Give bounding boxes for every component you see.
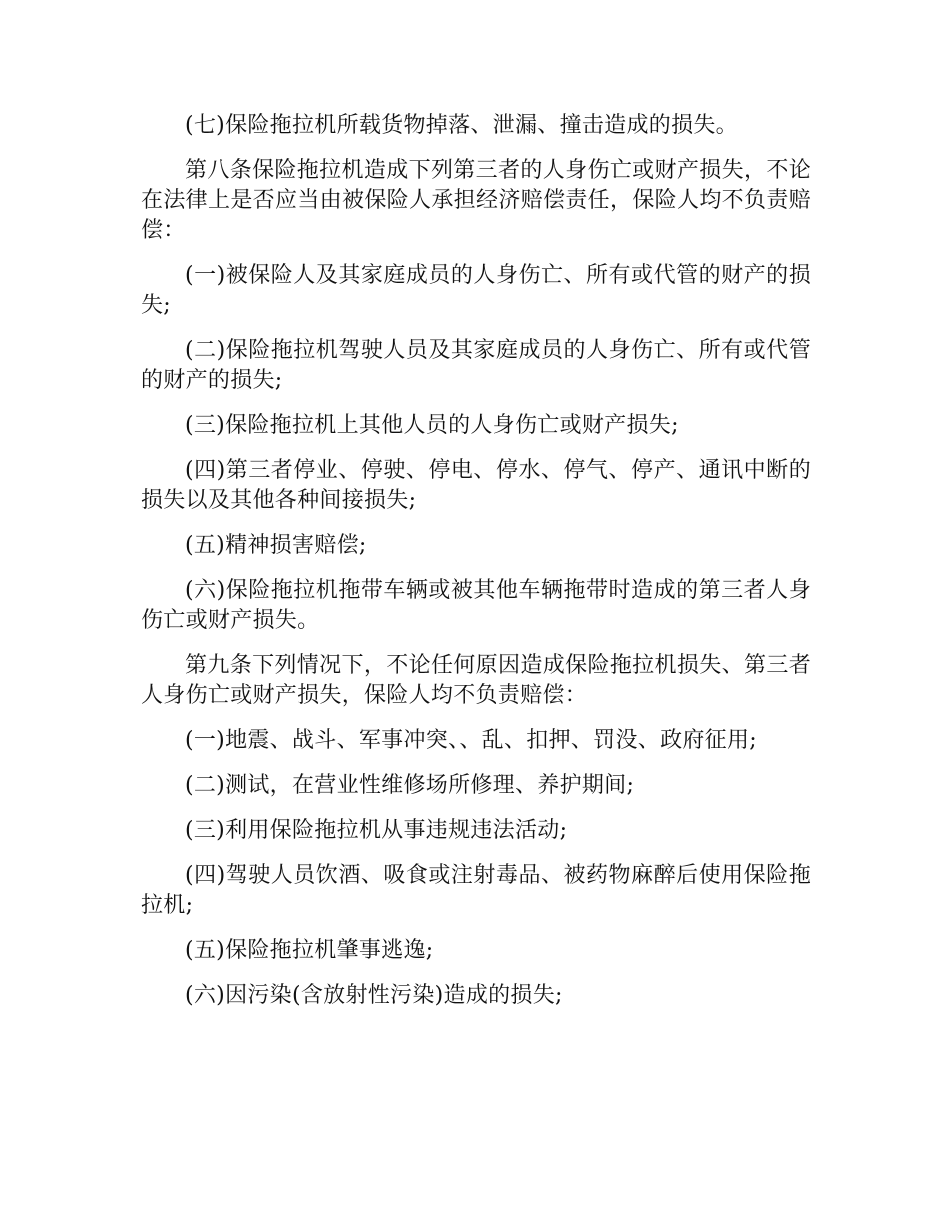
paragraph-article-9-item-6: (六)因污染(含放射性污染)造成的损失; xyxy=(185,983,563,1008)
paragraph-article-8-item-1: (一)被保险人及其家庭成员的人身伤亡、所有或代管的财产的损失; xyxy=(141,263,811,318)
paragraph-article-9-item-2: (二)测试，在营业性维修场所修理、养护期间; xyxy=(185,773,635,798)
paragraph-article-9-item-5: (五)保险拖拉机肇事逃逸; xyxy=(185,938,434,963)
paragraph-article-8-item-2: (二)保险拖拉机驾驶人员及其家庭成员的人身伤亡、所有或代管的财产的损失; xyxy=(141,338,811,393)
document-body xyxy=(141,111,811,1026)
paragraph-article-8: 第八条保险拖拉机造成下列第三者的人身伤亡或财产损失，不论在法律上是否应当由被保险人承担经济赔偿责任，保险人均不负责赔偿： xyxy=(141,158,811,243)
paragraph-article-9-item-4: (四)驾驶人员饮酒、吸食或注射毒品、被药物麻醉后使用保险拖拉机; xyxy=(141,863,811,918)
paragraph-item-7-cargo: (七)保险拖拉机所载货物掉落、泄漏、撞击造成的损失。 xyxy=(185,113,738,138)
paragraph-article-9-item-1: (一)地震、战斗、军事冲突、、乱、扣押、罚没、政府征用; xyxy=(185,728,757,753)
paragraph-article-9-item-3: (三)利用保险拖拉机从事违规违法活动; xyxy=(185,818,568,843)
paragraph-article-8-item-6: (六)保险拖拉机拖带车辆或被其他车辆拖带时造成的第三者人身伤亡或财产损失。 xyxy=(141,578,811,633)
paragraph-article-8-item-3: (三)保险拖拉机上其他人员的人身伤亡或财产损失; xyxy=(185,413,679,438)
paragraph-article-9: 第九条下列情况下，不论任何原因造成保险拖拉机损失、第三者人身伤亡或财产损失，保险人均不负责赔偿： xyxy=(141,653,811,708)
paragraph-article-8-item-5: (五)精神损害赔偿; xyxy=(185,533,367,558)
paragraph-article-8-item-4: (四)第三者停业、停驶、停电、停水、停气、停产、通讯中断的损失以及其他各种间接损失; xyxy=(141,458,811,513)
